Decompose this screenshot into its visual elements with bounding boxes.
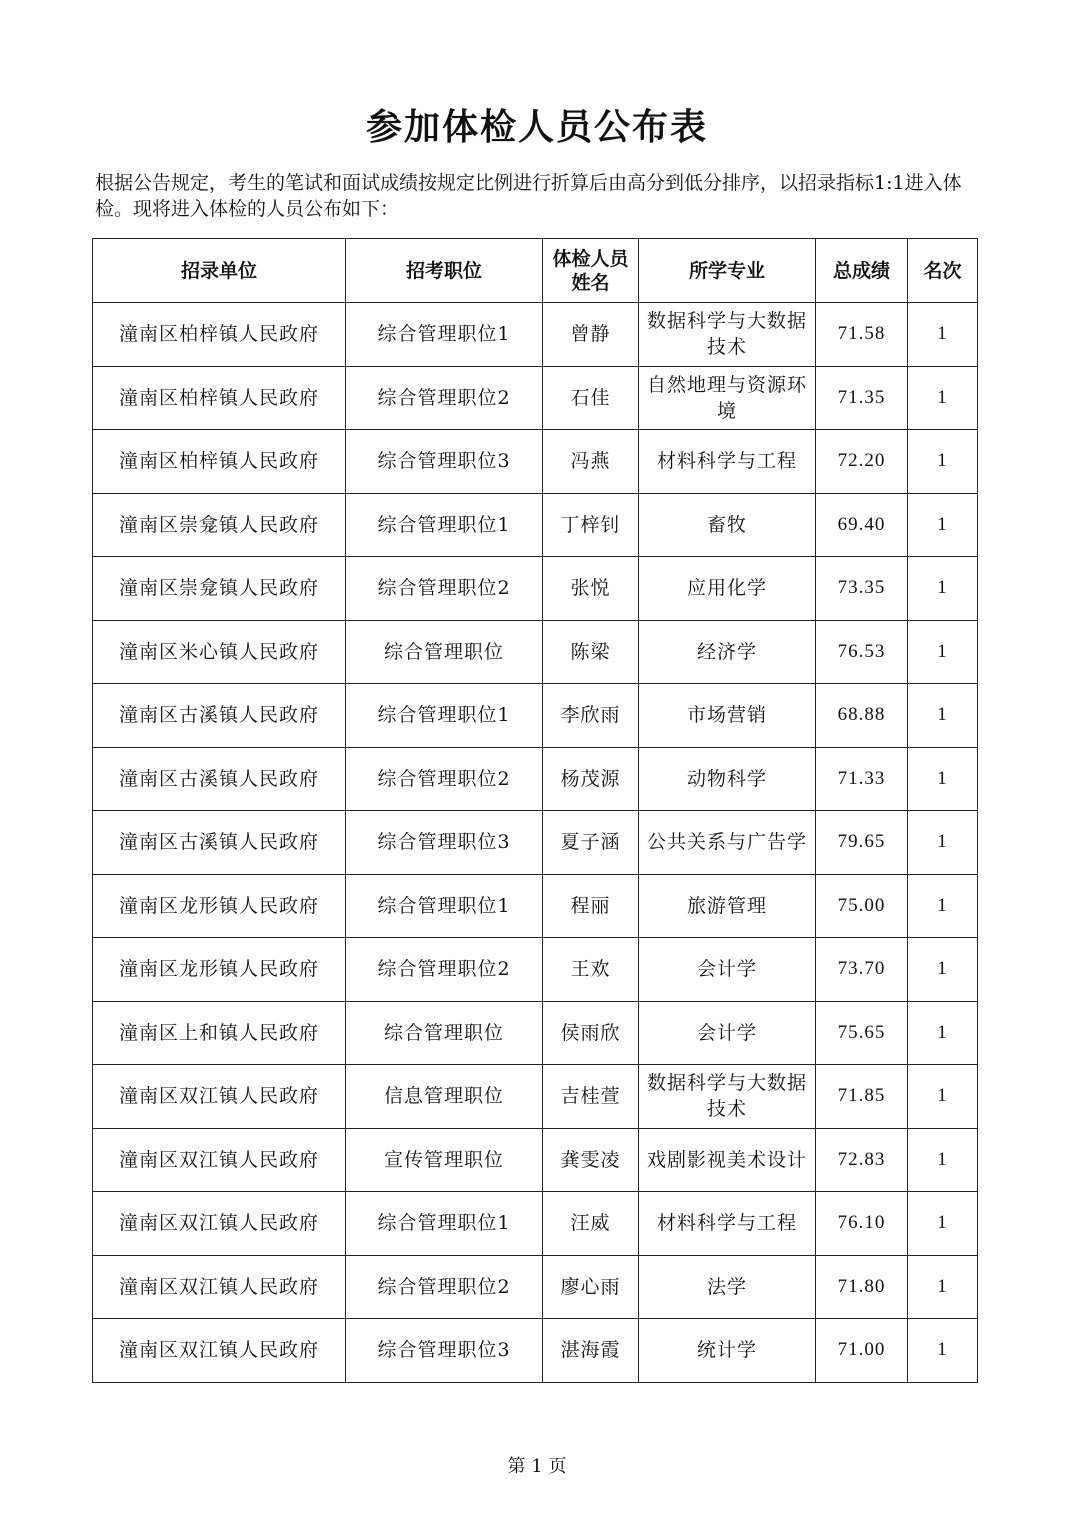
cell-score: 72.20 xyxy=(816,430,908,494)
cell-unit: 潼南区双江镇人民政府 xyxy=(93,1128,346,1192)
cell-name: 李欣雨 xyxy=(543,684,639,748)
cell-unit: 潼南区古溪镇人民政府 xyxy=(93,811,346,875)
cell-name: 龚雯凌 xyxy=(543,1128,639,1192)
cell-position: 综合管理职位2 xyxy=(346,938,543,1002)
cell-major: 法学 xyxy=(639,1255,816,1319)
header-rank: 名次 xyxy=(908,239,978,303)
cell-unit: 潼南区古溪镇人民政府 xyxy=(93,684,346,748)
cell-unit: 潼南区双江镇人民政府 xyxy=(93,1319,346,1383)
header-score: 总成绩 xyxy=(816,239,908,303)
cell-score: 72.83 xyxy=(816,1128,908,1192)
header-major: 所学专业 xyxy=(639,239,816,303)
cell-position: 综合管理职位 xyxy=(346,1001,543,1065)
cell-unit: 潼南区古溪镇人民政府 xyxy=(93,747,346,811)
cell-score: 73.35 xyxy=(816,557,908,621)
cell-score: 76.10 xyxy=(816,1192,908,1256)
cell-name: 夏子涵 xyxy=(543,811,639,875)
cell-name: 冯燕 xyxy=(543,430,639,494)
cell-name: 汪威 xyxy=(543,1192,639,1256)
cell-position: 综合管理职位1 xyxy=(346,493,543,557)
cell-score: 68.88 xyxy=(816,684,908,748)
cell-score: 69.40 xyxy=(816,493,908,557)
cell-name: 张悦 xyxy=(543,557,639,621)
cell-major: 畜牧 xyxy=(639,493,816,557)
cell-score: 79.65 xyxy=(816,811,908,875)
header-name: 体检人员姓名 xyxy=(543,239,639,303)
cell-unit: 潼南区柏梓镇人民政府 xyxy=(93,366,346,430)
cell-position: 综合管理职位2 xyxy=(346,557,543,621)
cell-unit: 潼南区双江镇人民政府 xyxy=(93,1065,346,1129)
cell-major: 应用化学 xyxy=(639,557,816,621)
cell-rank: 1 xyxy=(908,874,978,938)
table-row xyxy=(93,1128,978,1192)
cell-position: 综合管理职位3 xyxy=(346,811,543,875)
table-row xyxy=(93,811,978,875)
cell-major: 数据科学与大数据技术 xyxy=(639,303,816,367)
cell-rank: 1 xyxy=(908,938,978,1002)
cell-major: 会计学 xyxy=(639,938,816,1002)
cell-major: 统计学 xyxy=(639,1319,816,1383)
table-row xyxy=(93,874,978,938)
cell-score: 71.33 xyxy=(816,747,908,811)
table-row xyxy=(93,747,978,811)
cell-major: 数据科学与大数据技术 xyxy=(639,1065,816,1129)
table-row xyxy=(93,620,978,684)
cell-score: 75.65 xyxy=(816,1001,908,1065)
cell-score: 73.70 xyxy=(816,938,908,1002)
cell-rank: 1 xyxy=(908,620,978,684)
cell-rank: 1 xyxy=(908,811,978,875)
cell-rank: 1 xyxy=(908,1128,978,1192)
cell-rank: 1 xyxy=(908,493,978,557)
cell-position: 综合管理职位3 xyxy=(346,1319,543,1383)
page-number: 第 1 页 xyxy=(507,1456,567,1477)
cell-position: 综合管理职位 xyxy=(346,620,543,684)
table-row xyxy=(93,1001,978,1065)
table-body xyxy=(93,303,978,1383)
cell-score: 71.80 xyxy=(816,1255,908,1319)
cell-name: 吉桂萱 xyxy=(543,1065,639,1129)
cell-position: 综合管理职位2 xyxy=(346,1255,543,1319)
cell-name: 陈梁 xyxy=(543,620,639,684)
cell-unit: 潼南区上和镇人民政府 xyxy=(93,1001,346,1065)
cell-unit: 潼南区龙形镇人民政府 xyxy=(93,938,346,1002)
table-row xyxy=(93,366,978,430)
table-row xyxy=(93,1319,978,1383)
cell-name: 廖心雨 xyxy=(543,1255,639,1319)
cell-rank: 1 xyxy=(908,1192,978,1256)
cell-position: 综合管理职位2 xyxy=(346,747,543,811)
table-row xyxy=(93,557,978,621)
cell-score: 71.58 xyxy=(816,303,908,367)
cell-major: 公共关系与广告学 xyxy=(639,811,816,875)
cell-position: 综合管理职位3 xyxy=(346,430,543,494)
cell-position: 信息管理职位 xyxy=(346,1065,543,1129)
cell-rank: 1 xyxy=(908,684,978,748)
cell-name: 程丽 xyxy=(543,874,639,938)
cell-unit: 潼南区双江镇人民政府 xyxy=(93,1192,346,1256)
cell-name: 石佳 xyxy=(543,366,639,430)
cell-score: 71.35 xyxy=(816,366,908,430)
cell-unit: 潼南区双江镇人民政府 xyxy=(93,1255,346,1319)
cell-major: 材料科学与工程 xyxy=(639,430,816,494)
cell-rank: 1 xyxy=(908,1255,978,1319)
table-row xyxy=(93,684,978,748)
cell-name: 曾静 xyxy=(543,303,639,367)
header-unit: 招录单位 xyxy=(93,239,346,303)
cell-major: 材料科学与工程 xyxy=(639,1192,816,1256)
cell-major: 市场营销 xyxy=(639,684,816,748)
cell-position: 综合管理职位1 xyxy=(346,303,543,367)
cell-major: 旅游管理 xyxy=(639,874,816,938)
cell-score: 76.53 xyxy=(816,620,908,684)
cell-rank: 1 xyxy=(908,1319,978,1383)
cell-rank: 1 xyxy=(908,747,978,811)
cell-score: 75.00 xyxy=(816,874,908,938)
cell-name: 杨茂源 xyxy=(543,747,639,811)
table-row xyxy=(93,493,978,557)
cell-position: 综合管理职位2 xyxy=(346,366,543,430)
cell-major: 经济学 xyxy=(639,620,816,684)
cell-rank: 1 xyxy=(908,1065,978,1129)
cell-unit: 潼南区米心镇人民政府 xyxy=(93,620,346,684)
cell-major: 会计学 xyxy=(639,1001,816,1065)
table-header-row xyxy=(93,239,978,303)
cell-rank: 1 xyxy=(908,430,978,494)
cell-major: 动物科学 xyxy=(639,747,816,811)
table-row xyxy=(93,1255,978,1319)
cell-rank: 1 xyxy=(908,557,978,621)
exam-roster-table xyxy=(92,238,978,1383)
table-row xyxy=(93,303,978,367)
cell-name: 湛海霞 xyxy=(543,1319,639,1383)
table-row xyxy=(93,430,978,494)
table-row xyxy=(93,1192,978,1256)
cell-unit: 潼南区崇龛镇人民政府 xyxy=(93,493,346,557)
cell-score: 71.00 xyxy=(816,1319,908,1383)
cell-position: 综合管理职位1 xyxy=(346,874,543,938)
cell-major: 自然地理与资源环境 xyxy=(639,366,816,430)
intro-paragraph: 根据公告规定，考生的笔试和面试成绩按规定比例进行折算后由高分到低分排序，以招录指标1:1进入体检。现将进入体检的人员公布如下： xyxy=(95,172,962,220)
cell-name: 丁梓钊 xyxy=(543,493,639,557)
cell-unit: 潼南区柏梓镇人民政府 xyxy=(93,303,346,367)
cell-position: 综合管理职位1 xyxy=(346,1192,543,1256)
cell-name: 王欢 xyxy=(543,938,639,1002)
cell-position: 综合管理职位1 xyxy=(346,684,543,748)
cell-unit: 潼南区龙形镇人民政府 xyxy=(93,874,346,938)
cell-position: 宣传管理职位 xyxy=(346,1128,543,1192)
page-title: 参加体检人员公布表 xyxy=(365,107,708,148)
cell-unit: 潼南区崇龛镇人民政府 xyxy=(93,557,346,621)
table-row xyxy=(93,1065,978,1129)
cell-rank: 1 xyxy=(908,366,978,430)
cell-unit: 潼南区柏梓镇人民政府 xyxy=(93,430,346,494)
cell-major: 戏剧影视美术设计 xyxy=(639,1128,816,1192)
cell-rank: 1 xyxy=(908,1001,978,1065)
header-position: 招考职位 xyxy=(346,239,543,303)
cell-rank: 1 xyxy=(908,303,978,367)
cell-score: 71.85 xyxy=(816,1065,908,1129)
table-row xyxy=(93,938,978,1002)
cell-name: 侯雨欣 xyxy=(543,1001,639,1065)
